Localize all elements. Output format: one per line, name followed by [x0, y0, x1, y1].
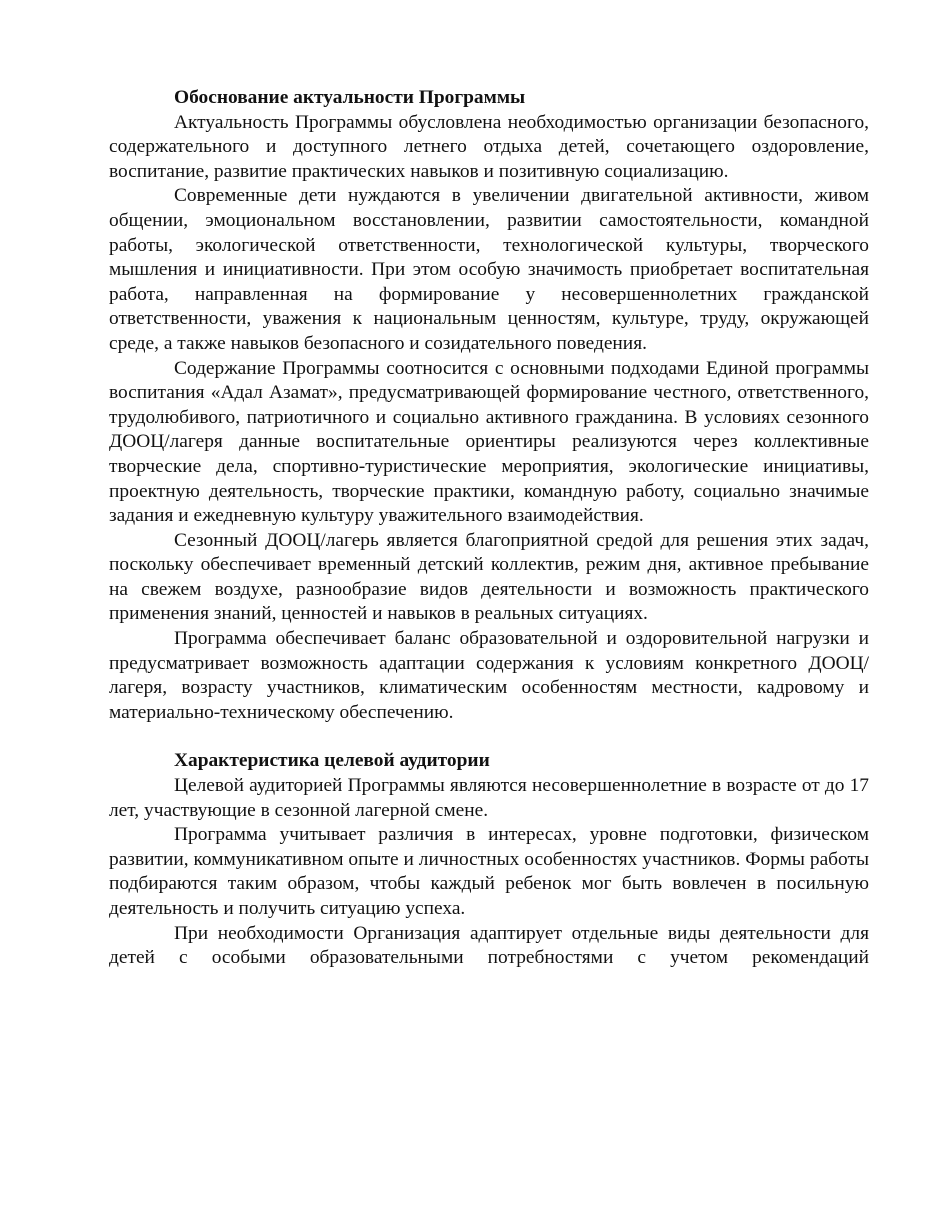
paragraph: При необходимости Организация адаптирует отдельные виды деятельности для детей с особыми образовательными потребностями с учетом рекомендаций [109, 922, 869, 969]
paragraph: Целевой аудиторией Программы являются несовершеннолетние в возрасте от до 17 лет, участвующие в сезонной лагерной смене. [109, 775, 869, 821]
paragraph: Содержание Программы соотносится с основными подходами Единой программы воспитания «Адал Азамат», предусматривающей формирование честного, ответственного, трудолюбивого, патриотичного и социально активного гражданина. В условиях сезонного ДООЦ/лагеря данные воспитательные ориентиры реализуются через коллективные творческие дела, спортивно-туристические мероприятия, экологические инициативы, проектную деятельность, творческие практики, командную работу, социально значимые задания и ежедневную культуру уважительного взаимодействия. [109, 357, 869, 527]
section-heading-relevance: Обоснование актуальности Программы [174, 87, 526, 108]
paragraph: Сезонный ДООЦ/лагерь является благоприятной средой для решения этих задач, поскольку обеспечивает временный детский коллектив, режим дня, активное пребывание на свежем воздухе, разнообразие видов деятельности и возможность практического применения знаний, ценностей и навыков в реальных ситуациях. [109, 529, 869, 625]
paragraph: Актуальность Программы обусловлена необходимостью организации безопасного, содержательного и доступного летнего отдыха детей, сочетающего оздоровление, воспитание, развитие практических навыков и позитивную социализацию. [109, 111, 869, 182]
document-body [109, 86, 869, 971]
paragraph: Программа обеспечивает баланс образовательной и оздоровительной нагрузки и предусматривает возможность адаптации содержания к условиям конкретного ДООЦ/лагеря, возрасту участников, климатическим особенностям местности, кадровому и материально-техническому обеспечению. [109, 628, 869, 723]
section-heading-audience: Характеристика целевой аудитории [174, 750, 490, 772]
paragraph: Программа учитывает различия в интересах, уровне подготовки, физическом развитии, коммуникативном опыте и личностных особенностях участников. Формы работы подбираются таким образом, чтобы каждый ребенок мог быть вовлечен в посильную деятельность и получить ситуацию успеха. [109, 824, 869, 919]
paragraph: Современные дети нуждаются в увеличении двигательной активности, живом общении, эмоциональном восстановлении, развитии самостоятельности, командной работы, экологической ответственности, технологической культуры, творческого мышления и инициативности. При этом особую значимость приобретает воспитательная работа, направленная на формирование у несовершеннолетних гражданской ответственности, уважения к национальным ценностям, культуре, труду, окружающей среде, а также навыков безопасного и созидательного поведения. [109, 185, 869, 354]
